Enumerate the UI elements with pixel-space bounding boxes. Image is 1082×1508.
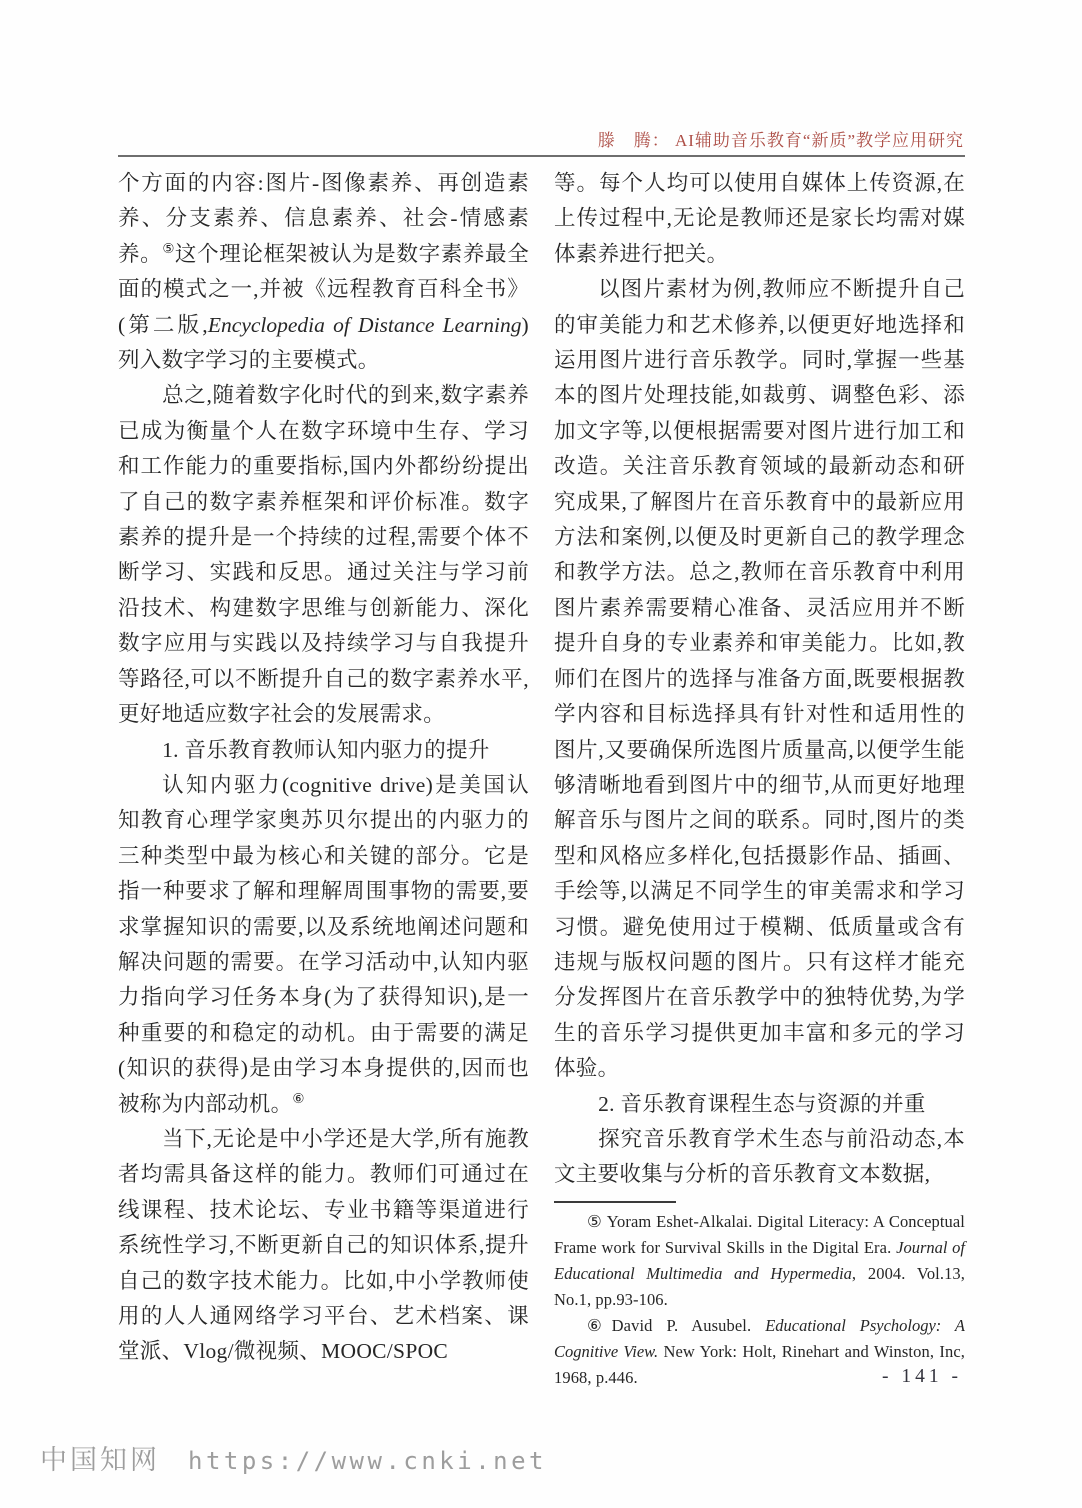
footnote-text: New York: Holt, Rinehart and Winston, Inc, 1968, p.446. [554, 1341, 965, 1387]
paragraph-continuation: 等。每个人均可以使用自媒体上传资源,在上传过程中,无论是教师还是家长均需对媒体素养进行把关。 [554, 171, 965, 266]
section-heading-1: 1. 音乐教育教师认知内驱力的提升 [162, 737, 490, 762]
left-column [118, 166, 529, 1391]
paragraph: 当下,无论是中小学还是大学,所有施教者均需具备这样的能力。教师们可通过在线课程、技术论坛、专业书籍等渠道进行系统性学习,不断更新自己的知识体系,提升自己的数字技术能力。比如,中小学教师使用的人人通网络学习平台、艺术档案、课堂派、Vlog/微视频、MOOC/SPOC [118, 1126, 529, 1364]
paragraph [118, 768, 529, 1122]
book-title-italic: Educational Psychology: A Cognitive View. [554, 1315, 965, 1361]
paragraph: 以图片素材为例,教师应不断提升自己的审美能力和艺术修养,以便更好地选择和运用图片进行音乐教学。同时,掌握一些基本的图片处理技能,如裁剪、调整色彩、添加文字等,以便根据需要对图片进行加工和改造。关注音乐教育领域的最新动态和研究成果,了解图片在音乐教育中的最新应用方法和案例,以便及时更新自己的教学理念和教学方法。总之,教师在音乐教育中利用图片素养需要精心准备、灵活应用并不断提升自身的专业素养和审美能力。比如,教师们在图片的选择与准备方面,既要根据教学内容和目标选择具有针对性和适用性的图片,又要确保所选图片质量高,以便学生能够清晰地看到图片中的细节,从而更好地理解音乐与图片之间的联系。同时,图片的类型和风格应多样化,包括摄影作品、插画、手绘等,以满足不同学生的审美需求和学习习惯。避免使用过于模糊、低质量或含有违规与版权问题的图片。只有这样才能充分发挥图片在音乐教学中的独特优势,为学生的音乐学习提供更加丰富和多元的学习体验。 [554, 277, 965, 1081]
body-text: 认知内驱力(cognitive drive)是美国认知教育心理学家奥苏贝尔提出的内驱力的三种类型中最为核心和关键的部分。它是指一种要求了解和理解周围事物的需要,要求掌握知识的需要,以及系统地阐述问题和解决问题的需要。在学习活动中,认知内驱力指向学习任务本身(为了获得知识),是一种重要的和稳定的动机。由于需要的满足(知识的获得)是由学习本身提供的,因而也被称为内部动机。 [118, 772, 529, 1116]
footnote-5 [554, 1209, 965, 1313]
cnki-watermark [40, 1438, 547, 1477]
paragraph-continuation [118, 166, 529, 378]
journal-title-italic: Journal of Educational Multimedia and Hypermedia [554, 1237, 965, 1283]
paragraph: 总之,随着数字化时代的到来,数字素养已成为衡量个人在数字环境中生存、学习和工作能力的重要指标,国内外都纷纷提出了自己的数字素养框架和评价标准。数字素养的提升是一个持续的过程,需要个体不断学习、实践和反思。通过关注与学习前沿技术、构建数字思维与创新能力、深化数字应用与实践以及持续学习与自我提升等路径,可以不断提升自己的数字素养水平,更好地适应数字社会的发展需求。 [118, 383, 529, 727]
right-column [554, 166, 965, 1391]
book-title-italic: Encyclopedia of Distance Learning [207, 312, 522, 337]
paragraph: 探究音乐教育学术生态与前沿动态,本文主要收集与分析的音乐教育文本数据, [554, 1126, 965, 1187]
cnki-logo-text: 中国知网 [40, 1445, 160, 1475]
running-header: 滕 腾： AI辅助音乐教育“新质”教学应用研究 [597, 131, 964, 150]
footnote-ref-6: ⑥ [292, 1090, 305, 1106]
body-text: 个方面的内容:图片-图像素养、再创造素养、分支素养、信息素养、社会-情感素养。 [118, 171, 529, 266]
footnotes [554, 1209, 965, 1391]
body-text: 这个理论框架被认为是数字素养最全面的模式之一,并被《远程教育百科全书》(第二版, [118, 241, 529, 337]
section-heading-2: 2. 音乐教育课程生态与资源的并重 [598, 1091, 926, 1116]
footnote-ref-5: ⑤ [162, 240, 175, 256]
page-number: - 141 - [882, 1366, 962, 1387]
two-column-body [118, 166, 965, 1391]
body-text: )列入数字学习的主要模式。 [118, 312, 529, 373]
header-rule [118, 155, 965, 157]
footnote-text: ⑤ Yoram Eshet-Alkalai. Digital Literacy: A Conceptual Frame work for Survival Skills in the Digital Era. [554, 1211, 965, 1257]
footnote-text: ⑥David P. Ausubel. [587, 1315, 766, 1335]
footnote-separator [554, 1201, 676, 1203]
footnote-text: , 2004. Vol.13, No.1, pp.93-106. [554, 1263, 965, 1309]
cnki-url: https://www.cnki.net [188, 1447, 547, 1475]
